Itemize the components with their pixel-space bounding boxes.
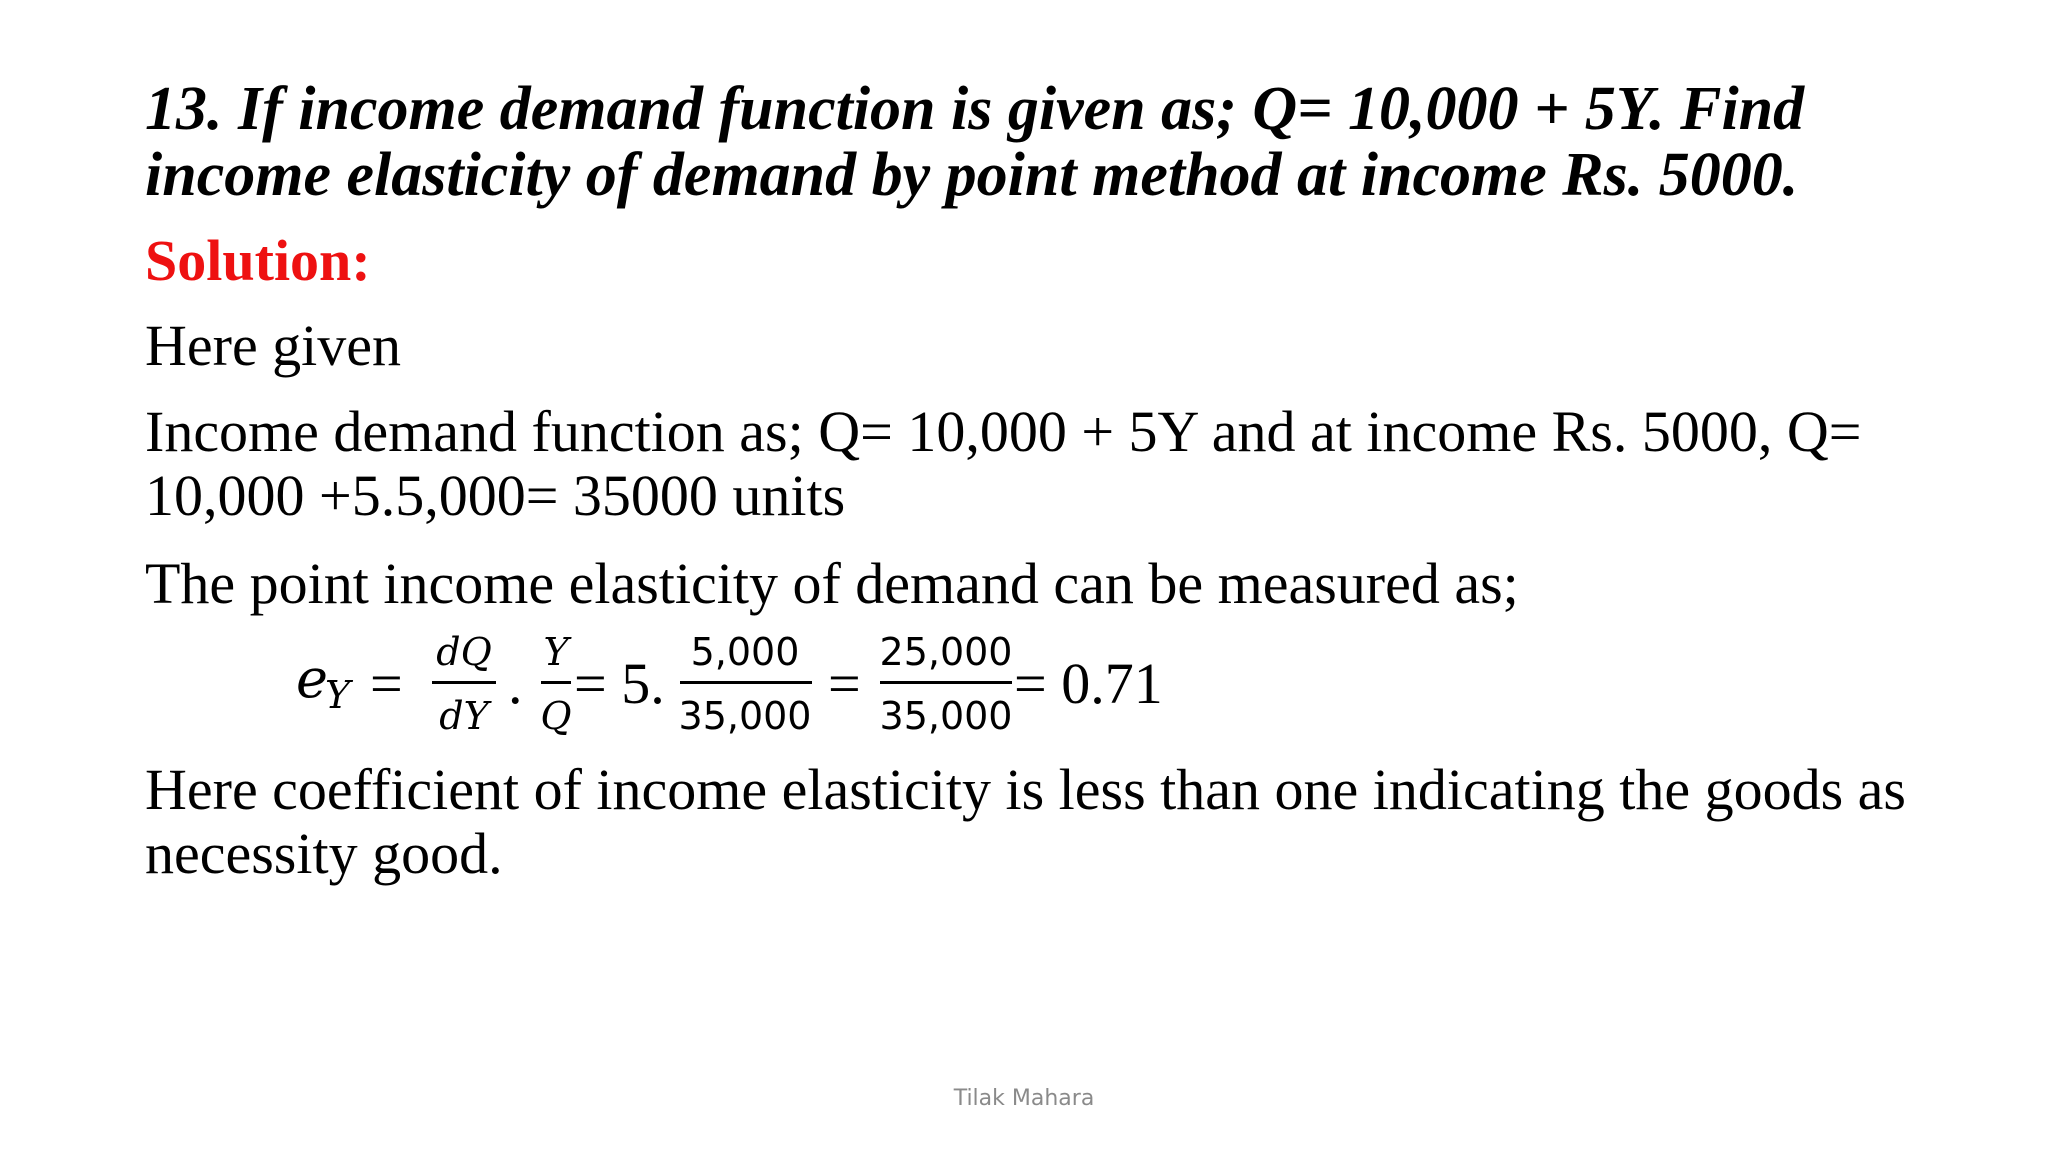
formula-equals-1: = [370,651,403,716]
fraction-bar-y-q [541,681,571,684]
point-line-text: The point income elasticity of demand can be measured as; [145,551,1519,616]
formula-equals-3: = [828,651,861,716]
formula-result: = 0.71 [1014,651,1163,716]
formula-q: Q [540,694,572,738]
formula-lhs-subscript: Y [325,673,351,717]
solution-heading: Solution: [145,228,371,293]
formula-dot: . [508,651,523,716]
formula-y: Y [543,630,569,674]
formula-lhs-symbol: e [296,647,328,710]
formula-equals-2: = 5. [574,651,665,716]
conclusion-text: Here coefficient of income elasticity is less than one indicating the goods as necessity good. [145,757,1906,886]
here-given-text: Here given [145,313,402,378]
question-text: 13. If income demand function is given as; Q= 10,000 + 5Y. Find income elasticity of demand by point method at income Rs. 5000. [145,75,1805,209]
formula-dy: dY [439,694,489,738]
fraction-bar-dq-dy [432,681,496,684]
formula-dq: dQ [436,630,492,674]
formula-denominator-1: 35,000 [678,694,812,738]
footer-author: Tilak Mahara [953,1086,1095,1111]
fraction-bar-1 [680,681,812,684]
fraction-bar-2 [880,681,1012,684]
formula-numerator-2: 25,000 [879,630,1013,674]
function-line-text: Income demand function as; Q= 10,000 + 5Y and at income Rs. 5000, Q= 10,000 +5.5,000= 35000 units [145,399,1862,528]
formula-numerator-1: 5,000 [690,630,800,674]
formula-denominator-2: 35,000 [879,694,1013,738]
